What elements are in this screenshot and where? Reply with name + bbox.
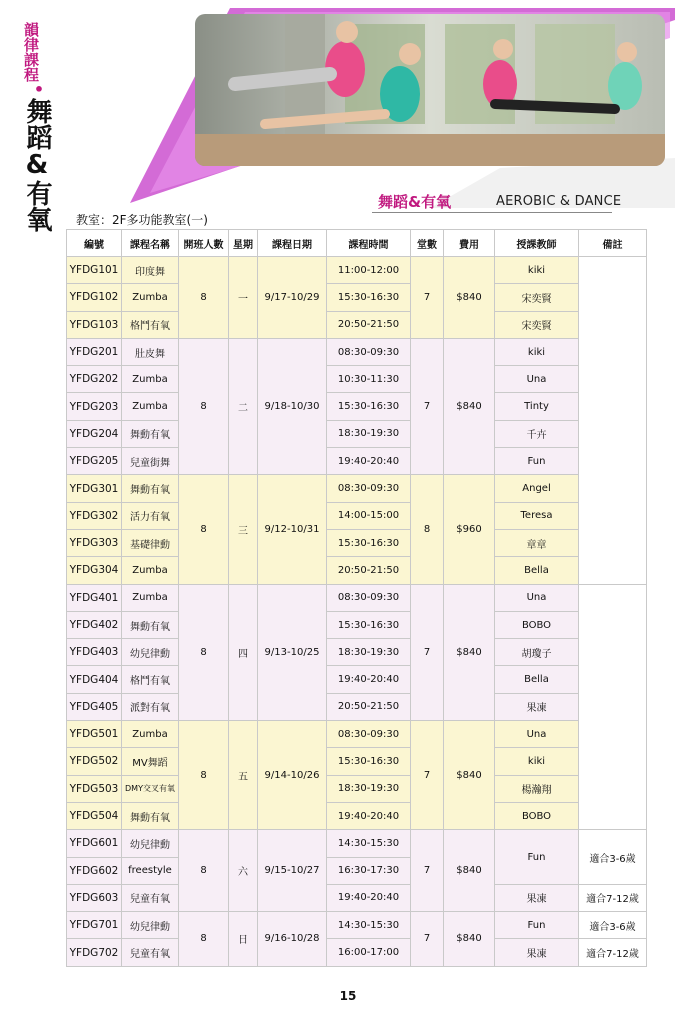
course-name: 兒童有氧 [122, 884, 179, 911]
course-code: YFDG205 [67, 448, 122, 475]
class-time: 15:30-16:30 [327, 284, 411, 311]
class-time: 16:00-17:00 [327, 939, 411, 966]
weekday: 四 [229, 584, 258, 720]
table-row [67, 939, 647, 966]
course-name: Zumba [122, 393, 179, 420]
course-code: YFDG503 [67, 775, 122, 802]
course-code: YFDG202 [67, 366, 122, 393]
course-fee: $840 [444, 830, 495, 912]
course-name: 派對有氧 [122, 693, 179, 720]
teacher: Fun [495, 912, 579, 939]
page-number: 15 [339, 989, 357, 1003]
table-row [67, 775, 647, 802]
classroom-label: 教室：2F多功能教室(一) [76, 213, 208, 227]
teacher: 果凍 [495, 884, 579, 911]
course-code: YFDG502 [67, 748, 122, 775]
header-code: 編號 [67, 230, 122, 257]
table-row [67, 666, 647, 693]
course-name: freestyle [122, 857, 179, 884]
course-code: YFDG401 [67, 584, 122, 611]
date-range: 9/15-10/27 [258, 830, 327, 912]
weekday: 三 [229, 475, 258, 584]
side-title-dot: • [33, 80, 45, 99]
table-row [67, 284, 647, 311]
course-code: YFDG203 [67, 393, 122, 420]
header-note: 備註 [579, 230, 647, 257]
course-name: 兒童街舞 [122, 448, 179, 475]
header-teacher: 授課教師 [495, 230, 579, 257]
session-count: 7 [411, 338, 444, 474]
class-time: 15:30-16:30 [327, 748, 411, 775]
side-title-bottom: 舞蹈&有氧 [22, 98, 52, 232]
session-count: 7 [411, 830, 444, 912]
class-time: 10:30-11:30 [327, 366, 411, 393]
weekday: 一 [229, 257, 258, 339]
class-time: 18:30-19:30 [327, 775, 411, 802]
table-row [67, 420, 647, 447]
course-name: MV舞蹈 [122, 748, 179, 775]
course-code: YFDG201 [67, 338, 122, 365]
header-time: 課程時間 [327, 230, 411, 257]
date-range: 9/18-10/30 [258, 338, 327, 474]
min-enrollment: 8 [179, 257, 229, 339]
teacher: kiki [495, 748, 579, 775]
course-code: YFDG101 [67, 257, 122, 284]
table-row [67, 257, 647, 284]
course-name: DMY交叉有氧 [122, 775, 179, 802]
course-name: 活力有氧 [122, 502, 179, 529]
side-title-top: 韻律課程 [22, 22, 40, 82]
teacher: Una [495, 366, 579, 393]
banner-photo [195, 14, 665, 166]
teacher: BOBO [495, 802, 579, 829]
class-time: 14:30-15:30 [327, 830, 411, 857]
table-row [67, 366, 647, 393]
course-name: 格鬥有氧 [122, 666, 179, 693]
course-code: YFDG103 [67, 311, 122, 338]
table-row [67, 311, 647, 338]
note-cell: 適合3-6歲 [579, 912, 647, 939]
teacher: 千卉 [495, 420, 579, 447]
course-code: YFDG204 [67, 420, 122, 447]
header-min: 開班人數 [179, 230, 229, 257]
course-name: Zumba [122, 284, 179, 311]
header-name: 課程名稱 [122, 230, 179, 257]
course-fee: $840 [444, 912, 495, 967]
course-code: YFDG402 [67, 611, 122, 638]
course-name: Zumba [122, 366, 179, 393]
class-time: 08:30-09:30 [327, 338, 411, 365]
course-code: YFDG102 [67, 284, 122, 311]
course-code: YFDG405 [67, 693, 122, 720]
class-time: 08:30-09:30 [327, 721, 411, 748]
section-title-en: AEROBIC & DANCE [496, 194, 622, 209]
teacher: Angel [495, 475, 579, 502]
weekday: 日 [229, 912, 258, 967]
table-row [67, 639, 647, 666]
class-time: 14:00-15:00 [327, 502, 411, 529]
course-fee: $960 [444, 475, 495, 584]
teacher: 宋奕賢 [495, 311, 579, 338]
course-name: 格鬥有氧 [122, 311, 179, 338]
class-time: 19:40-20:40 [327, 448, 411, 475]
course-fee: $840 [444, 338, 495, 474]
course-name: 舞動有氧 [122, 611, 179, 638]
date-range: 9/17-10/29 [258, 257, 327, 339]
course-name: 舞動有氧 [122, 475, 179, 502]
class-time: 19:40-20:40 [327, 884, 411, 911]
teacher: Una [495, 721, 579, 748]
course-code: YFDG601 [67, 830, 122, 857]
teacher: Bella [495, 557, 579, 584]
course-fee: $840 [444, 584, 495, 720]
course-name: Zumba [122, 557, 179, 584]
table-row [67, 693, 647, 720]
class-time: 15:30-16:30 [327, 611, 411, 638]
table-row [67, 748, 647, 775]
class-time: 19:40-20:40 [327, 802, 411, 829]
class-time: 15:30-16:30 [327, 393, 411, 420]
weekday: 二 [229, 338, 258, 474]
min-enrollment: 8 [179, 721, 229, 830]
teacher: 章章 [495, 529, 579, 556]
course-code: YFDG501 [67, 721, 122, 748]
course-name: 舞動有氧 [122, 420, 179, 447]
min-enrollment: 8 [179, 584, 229, 720]
table-row [67, 611, 647, 638]
class-time: 11:00-12:00 [327, 257, 411, 284]
note-cell: 適合3-6歲 [579, 830, 647, 885]
section-title-zh: 舞蹈&有氧 [378, 193, 452, 211]
table-row [67, 830, 647, 857]
course-code: YFDG504 [67, 802, 122, 829]
course-code: YFDG702 [67, 939, 122, 966]
table-row [67, 393, 647, 420]
class-time: 18:30-19:30 [327, 639, 411, 666]
course-code: YFDG302 [67, 502, 122, 529]
header-fee: 費用 [444, 230, 495, 257]
header-day: 星期 [229, 230, 258, 257]
session-count: 7 [411, 912, 444, 967]
session-count: 7 [411, 257, 444, 339]
course-name: 基礎律動 [122, 529, 179, 556]
session-count: 7 [411, 584, 444, 720]
date-range: 9/14-10/26 [258, 721, 327, 830]
teacher: Una [495, 584, 579, 611]
teacher: kiki [495, 257, 579, 284]
teacher: 宋奕賢 [495, 284, 579, 311]
teacher: Fun [495, 830, 579, 885]
teacher: Fun [495, 448, 579, 475]
teacher: 胡瓊子 [495, 639, 579, 666]
course-code: YFDG602 [67, 857, 122, 884]
table-row [67, 912, 647, 939]
course-name: 幼兒律動 [122, 639, 179, 666]
teacher: Tinty [495, 393, 579, 420]
course-fee: $840 [444, 721, 495, 830]
course-name: 幼兒律動 [122, 830, 179, 857]
class-time: 20:50-21:50 [327, 693, 411, 720]
table-row [67, 529, 647, 556]
course-code: YFDG403 [67, 639, 122, 666]
course-code: YFDG404 [67, 666, 122, 693]
course-name: 印度舞 [122, 257, 179, 284]
course-name: 兒童有氧 [122, 939, 179, 966]
note-cell: 適合7-12歲 [579, 939, 647, 966]
teacher: Teresa [495, 502, 579, 529]
course-name: Zumba [122, 721, 179, 748]
title-underline [372, 212, 612, 213]
course-name: Zumba [122, 584, 179, 611]
weekday: 五 [229, 721, 258, 830]
table-row [67, 884, 647, 911]
header-dates: 課程日期 [258, 230, 327, 257]
min-enrollment: 8 [179, 338, 229, 474]
teacher: kiki [495, 338, 579, 365]
table-row [67, 802, 647, 829]
teacher: Bella [495, 666, 579, 693]
table-row [67, 338, 647, 365]
table-row [67, 584, 647, 611]
teacher: 果凍 [495, 693, 579, 720]
table-row [67, 721, 647, 748]
course-name: 幼兒律動 [122, 912, 179, 939]
session-count: 8 [411, 475, 444, 584]
course-name: 舞動有氧 [122, 802, 179, 829]
min-enrollment: 8 [179, 475, 229, 584]
table-row [67, 448, 647, 475]
teacher: 楊瀚翔 [495, 775, 579, 802]
course-code: YFDG603 [67, 884, 122, 911]
course-code: YFDG301 [67, 475, 122, 502]
class-time: 08:30-09:30 [327, 584, 411, 611]
class-time: 15:30-16:30 [327, 529, 411, 556]
class-time: 14:30-15:30 [327, 912, 411, 939]
session-count: 7 [411, 721, 444, 830]
weekday: 六 [229, 830, 258, 912]
course-name: 肚皮舞 [122, 338, 179, 365]
table-header-row [67, 230, 647, 257]
header-sessions: 堂數 [411, 230, 444, 257]
class-time: 16:30-17:30 [327, 857, 411, 884]
date-range: 9/13-10/25 [258, 584, 327, 720]
teacher: BOBO [495, 611, 579, 638]
class-time: 20:50-21:50 [327, 557, 411, 584]
date-range: 9/12-10/31 [258, 475, 327, 584]
course-code: YFDG303 [67, 529, 122, 556]
class-time: 08:30-09:30 [327, 475, 411, 502]
min-enrollment: 8 [179, 830, 229, 912]
table-row [67, 502, 647, 529]
min-enrollment: 8 [179, 912, 229, 967]
table-row [67, 557, 647, 584]
side-title [22, 22, 56, 232]
note-cell [579, 257, 647, 585]
course-code: YFDG304 [67, 557, 122, 584]
class-time: 19:40-20:40 [327, 666, 411, 693]
table-row [67, 475, 647, 502]
schedule-table [66, 229, 647, 967]
date-range: 9/16-10/28 [258, 912, 327, 967]
note-cell: 適合7-12歲 [579, 884, 647, 911]
class-time: 18:30-19:30 [327, 420, 411, 447]
course-code: YFDG701 [67, 912, 122, 939]
course-fee: $840 [444, 257, 495, 339]
teacher: 果凍 [495, 939, 579, 966]
class-time: 20:50-21:50 [327, 311, 411, 338]
